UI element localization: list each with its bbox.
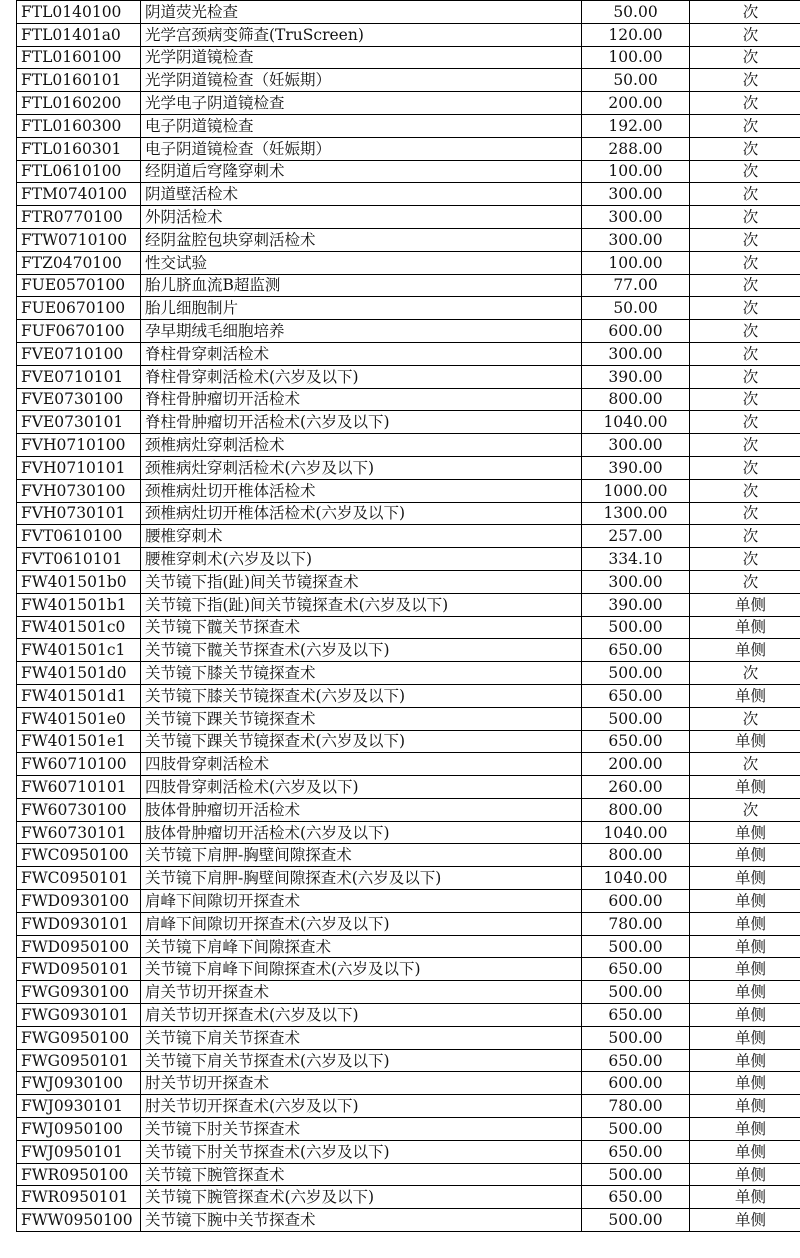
item-unit: 次 xyxy=(690,753,800,776)
table-row xyxy=(17,912,800,935)
item-price: 500.00 xyxy=(582,981,690,1004)
table-row xyxy=(17,935,800,958)
item-price: 1000.00 xyxy=(582,479,690,502)
item-price: 100.00 xyxy=(582,46,690,69)
item-code: FW401501c1 xyxy=(17,639,141,662)
item-price: 257.00 xyxy=(582,525,690,548)
item-code: FWR0950100 xyxy=(17,1163,141,1186)
item-name: 脊柱骨肿瘤切开活检术 xyxy=(141,388,582,411)
table-row xyxy=(17,1072,800,1095)
table-row xyxy=(17,502,800,525)
item-code: FW401501d0 xyxy=(17,662,141,685)
item-price: 300.00 xyxy=(582,206,690,229)
item-unit: 次 xyxy=(690,297,800,320)
item-name: 关节镜下髋关节探查术(六岁及以下) xyxy=(141,639,582,662)
item-unit: 次 xyxy=(690,274,800,297)
item-code: FTL0140100 xyxy=(17,1,141,24)
item-price: 390.00 xyxy=(582,365,690,388)
table-row xyxy=(17,981,800,1004)
table-row xyxy=(17,798,800,821)
item-price: 500.00 xyxy=(582,1209,690,1232)
item-name: 腰椎穿刺术(六岁及以下) xyxy=(141,548,582,571)
item-name: 颈椎病灶穿刺活检术(六岁及以下) xyxy=(141,456,582,479)
item-code: FWJ0930101 xyxy=(17,1095,141,1118)
item-unit: 次 xyxy=(690,320,800,343)
item-unit: 单侧 xyxy=(690,912,800,935)
item-price: 300.00 xyxy=(582,570,690,593)
item-name: 孕早期绒毛细胞培养 xyxy=(141,320,582,343)
table-row xyxy=(17,1209,800,1232)
table-row xyxy=(17,251,800,274)
item-price: 650.00 xyxy=(582,1004,690,1027)
item-price: 260.00 xyxy=(582,776,690,799)
item-unit: 单侧 xyxy=(690,1095,800,1118)
item-name: 关节镜下踝关节镜探查术 xyxy=(141,707,582,730)
item-name: 关节镜下髋关节探查术 xyxy=(141,616,582,639)
table-row xyxy=(17,46,800,69)
table-row xyxy=(17,662,800,685)
item-name: 关节镜下肩胛-胸壁间隙探查术 xyxy=(141,844,582,867)
item-unit: 单侧 xyxy=(690,776,800,799)
item-price: 500.00 xyxy=(582,662,690,685)
item-code: FTL0160301 xyxy=(17,137,141,160)
item-unit: 单侧 xyxy=(690,1186,800,1209)
item-unit: 次 xyxy=(690,69,800,92)
item-code: FTL0160200 xyxy=(17,92,141,115)
item-unit: 次 xyxy=(690,251,800,274)
item-price: 1040.00 xyxy=(582,411,690,434)
item-price: 650.00 xyxy=(582,684,690,707)
table-row xyxy=(17,548,800,571)
item-price: 288.00 xyxy=(582,137,690,160)
item-code: FWR0950101 xyxy=(17,1186,141,1209)
item-unit: 次 xyxy=(690,548,800,571)
item-price: 650.00 xyxy=(582,1140,690,1163)
item-price: 100.00 xyxy=(582,160,690,183)
item-price: 192.00 xyxy=(582,114,690,137)
item-price: 780.00 xyxy=(582,1095,690,1118)
item-name: 电子阴道镜检查 xyxy=(141,114,582,137)
item-code: FWC0950100 xyxy=(17,844,141,867)
item-name: 关节镜下腕管探查术 xyxy=(141,1163,582,1186)
item-price: 50.00 xyxy=(582,1,690,24)
item-name: 关节镜下肩峰下间隙探查术 xyxy=(141,935,582,958)
item-code: FVT0610101 xyxy=(17,548,141,571)
item-unit: 单侧 xyxy=(690,1209,800,1232)
item-name: 关节镜下腕管探查术(六岁及以下) xyxy=(141,1186,582,1209)
item-name: 光学阴道镜检查（妊娠期） xyxy=(141,69,582,92)
table-row xyxy=(17,1049,800,1072)
item-code: FW60710101 xyxy=(17,776,141,799)
item-price: 300.00 xyxy=(582,228,690,251)
item-name: 脊柱骨穿刺活检术 xyxy=(141,342,582,365)
item-price: 500.00 xyxy=(582,707,690,730)
item-price: 300.00 xyxy=(582,342,690,365)
table-row xyxy=(17,228,800,251)
item-code: FWD0950101 xyxy=(17,958,141,981)
item-unit: 单侧 xyxy=(690,684,800,707)
item-name: 关节镜下肩胛-胸壁间隙探查术(六岁及以下) xyxy=(141,867,582,890)
item-code: FTL0160100 xyxy=(17,46,141,69)
table-row xyxy=(17,160,800,183)
item-name: 肢体骨肿瘤切开活检术 xyxy=(141,798,582,821)
item-name: 肘关节切开探查术 xyxy=(141,1072,582,1095)
item-code: FTR0770100 xyxy=(17,206,141,229)
item-price: 1040.00 xyxy=(582,867,690,890)
item-price: 100.00 xyxy=(582,251,690,274)
item-unit: 次 xyxy=(690,114,800,137)
table-row xyxy=(17,1186,800,1209)
item-name: 性交试验 xyxy=(141,251,582,274)
item-unit: 单侧 xyxy=(690,1026,800,1049)
item-name: 肢体骨肿瘤切开活检术(六岁及以下) xyxy=(141,821,582,844)
item-name: 肘关节切开探查术(六岁及以下) xyxy=(141,1095,582,1118)
item-name: 关节镜下肩关节探查术(六岁及以下) xyxy=(141,1049,582,1072)
item-unit: 次 xyxy=(690,411,800,434)
table-row xyxy=(17,867,800,890)
item-price: 600.00 xyxy=(582,890,690,913)
item-price: 650.00 xyxy=(582,639,690,662)
table-row xyxy=(17,1163,800,1186)
item-unit: 次 xyxy=(690,23,800,46)
item-code: FWG0930101 xyxy=(17,1004,141,1027)
item-code: FVE0730101 xyxy=(17,411,141,434)
item-unit: 单侧 xyxy=(690,1140,800,1163)
table-row xyxy=(17,365,800,388)
item-name: 关节镜下指(趾)间关节镜探查术(六岁及以下) xyxy=(141,593,582,616)
item-name: 颈椎病灶穿刺活检术 xyxy=(141,434,582,457)
item-code: FWC0950101 xyxy=(17,867,141,890)
table-row xyxy=(17,1095,800,1118)
table-row xyxy=(17,320,800,343)
item-price: 600.00 xyxy=(582,320,690,343)
item-unit: 次 xyxy=(690,388,800,411)
item-price: 334.10 xyxy=(582,548,690,571)
item-code: FW401501b0 xyxy=(17,570,141,593)
table-row xyxy=(17,1140,800,1163)
item-name: 光学阴道镜检查 xyxy=(141,46,582,69)
item-name: 四肢骨穿刺活检术 xyxy=(141,753,582,776)
table-row xyxy=(17,206,800,229)
table-row xyxy=(17,684,800,707)
item-code: FTW0710100 xyxy=(17,228,141,251)
item-unit: 次 xyxy=(690,183,800,206)
item-price: 600.00 xyxy=(582,1072,690,1095)
item-code: FVE0710100 xyxy=(17,342,141,365)
item-code: FWJ0950101 xyxy=(17,1140,141,1163)
item-price: 500.00 xyxy=(582,935,690,958)
table-row xyxy=(17,183,800,206)
item-name: 关节镜下肘关节探查术 xyxy=(141,1118,582,1141)
table-row xyxy=(17,434,800,457)
item-code: FWG0950100 xyxy=(17,1026,141,1049)
item-price: 500.00 xyxy=(582,1026,690,1049)
item-code: FW60710100 xyxy=(17,753,141,776)
item-unit: 次 xyxy=(690,92,800,115)
item-unit: 次 xyxy=(690,662,800,685)
fee-schedule-table xyxy=(16,0,800,1232)
item-code: FW60730101 xyxy=(17,821,141,844)
table-row xyxy=(17,1026,800,1049)
item-code: FWG0950101 xyxy=(17,1049,141,1072)
item-unit: 单侧 xyxy=(690,958,800,981)
item-price: 77.00 xyxy=(582,274,690,297)
item-code: FVH0730101 xyxy=(17,502,141,525)
item-code: FWD0950100 xyxy=(17,935,141,958)
item-price: 50.00 xyxy=(582,297,690,320)
item-price: 390.00 xyxy=(582,593,690,616)
item-price: 500.00 xyxy=(582,1118,690,1141)
item-name: 四肢骨穿刺活检术(六岁及以下) xyxy=(141,776,582,799)
table-row xyxy=(17,707,800,730)
item-name: 胎儿细胞制片 xyxy=(141,297,582,320)
item-code: FWJ0930100 xyxy=(17,1072,141,1095)
item-price: 650.00 xyxy=(582,730,690,753)
item-name: 关节镜下膝关节镜探查术(六岁及以下) xyxy=(141,684,582,707)
item-unit: 单侧 xyxy=(690,935,800,958)
table-row xyxy=(17,297,800,320)
item-name: 肩关节切开探查术 xyxy=(141,981,582,1004)
item-unit: 单侧 xyxy=(690,1072,800,1095)
item-unit: 次 xyxy=(690,434,800,457)
table-row xyxy=(17,388,800,411)
table-row xyxy=(17,616,800,639)
item-price: 200.00 xyxy=(582,92,690,115)
table-row xyxy=(17,1004,800,1027)
item-price: 300.00 xyxy=(582,434,690,457)
item-unit: 单侧 xyxy=(690,1049,800,1072)
table-row xyxy=(17,92,800,115)
table-row xyxy=(17,411,800,434)
item-code: FW401501b1 xyxy=(17,593,141,616)
item-code: FUF0670100 xyxy=(17,320,141,343)
item-code: FTL0610100 xyxy=(17,160,141,183)
item-unit: 单侧 xyxy=(690,890,800,913)
item-price: 800.00 xyxy=(582,798,690,821)
item-price: 780.00 xyxy=(582,912,690,935)
item-unit: 次 xyxy=(690,525,800,548)
table-row xyxy=(17,342,800,365)
item-code: FTZ0470100 xyxy=(17,251,141,274)
item-code: FTL0160300 xyxy=(17,114,141,137)
item-price: 1300.00 xyxy=(582,502,690,525)
item-code: FWD0930100 xyxy=(17,890,141,913)
item-unit: 次 xyxy=(690,46,800,69)
item-name: 关节镜下肩峰下间隙探查术(六岁及以下) xyxy=(141,958,582,981)
item-name: 关节镜下肘关节探查术(六岁及以下) xyxy=(141,1140,582,1163)
item-name: 肩峰下间隙切开探查术 xyxy=(141,890,582,913)
item-unit: 次 xyxy=(690,707,800,730)
item-code: FW60730100 xyxy=(17,798,141,821)
item-name: 关节镜下指(趾)间关节镜探查术 xyxy=(141,570,582,593)
item-code: FTL0160101 xyxy=(17,69,141,92)
item-price: 800.00 xyxy=(582,844,690,867)
item-code: FWW0950100 xyxy=(17,1209,141,1232)
item-unit: 次 xyxy=(690,365,800,388)
item-name: 腰椎穿刺术 xyxy=(141,525,582,548)
item-name: 胎儿脐血流B超监测 xyxy=(141,274,582,297)
item-price: 200.00 xyxy=(582,753,690,776)
item-unit: 单侧 xyxy=(690,1118,800,1141)
item-unit: 次 xyxy=(690,798,800,821)
item-unit: 单侧 xyxy=(690,844,800,867)
table-row xyxy=(17,137,800,160)
item-code: FWG0930100 xyxy=(17,981,141,1004)
item-name: 脊柱骨肿瘤切开活检术(六岁及以下) xyxy=(141,411,582,434)
item-name: 关节镜下膝关节镜探查术 xyxy=(141,662,582,685)
item-unit: 次 xyxy=(690,206,800,229)
table-row xyxy=(17,479,800,502)
item-name: 关节镜下肩关节探查术 xyxy=(141,1026,582,1049)
item-unit: 次 xyxy=(690,1,800,24)
item-unit: 次 xyxy=(690,479,800,502)
item-code: FWD0930101 xyxy=(17,912,141,935)
table-row xyxy=(17,23,800,46)
table-row xyxy=(17,114,800,137)
table-row xyxy=(17,890,800,913)
item-price: 500.00 xyxy=(582,616,690,639)
item-unit: 次 xyxy=(690,137,800,160)
item-unit: 单侧 xyxy=(690,1163,800,1186)
table-row xyxy=(17,958,800,981)
item-unit: 次 xyxy=(690,342,800,365)
item-unit: 次 xyxy=(690,228,800,251)
item-code: FWJ0950100 xyxy=(17,1118,141,1141)
item-code: FVH0710100 xyxy=(17,434,141,457)
item-price: 120.00 xyxy=(582,23,690,46)
item-price: 300.00 xyxy=(582,183,690,206)
item-code: FVH0710101 xyxy=(17,456,141,479)
item-price: 650.00 xyxy=(582,958,690,981)
item-price: 650.00 xyxy=(582,1186,690,1209)
item-price: 650.00 xyxy=(582,1049,690,1072)
item-name: 经阴盆腔包块穿刺活检术 xyxy=(141,228,582,251)
table-row xyxy=(17,456,800,479)
item-code: FVT0610100 xyxy=(17,525,141,548)
item-unit: 单侧 xyxy=(690,1004,800,1027)
item-price: 1040.00 xyxy=(582,821,690,844)
item-code: FW401501d1 xyxy=(17,684,141,707)
item-price: 390.00 xyxy=(582,456,690,479)
table-row xyxy=(17,776,800,799)
item-name: 经阴道后穹隆穿刺术 xyxy=(141,160,582,183)
item-unit: 次 xyxy=(690,160,800,183)
item-name: 光学电子阴道镜检查 xyxy=(141,92,582,115)
item-name: 颈椎病灶切开椎体活检术 xyxy=(141,479,582,502)
item-code: FVE0710101 xyxy=(17,365,141,388)
item-price: 800.00 xyxy=(582,388,690,411)
table-row xyxy=(17,730,800,753)
item-unit: 单侧 xyxy=(690,981,800,1004)
item-name: 电子阴道镜检查（妊娠期） xyxy=(141,137,582,160)
item-unit: 单侧 xyxy=(690,593,800,616)
table-row xyxy=(17,1,800,24)
table-row xyxy=(17,639,800,662)
item-code: FTL01401a0 xyxy=(17,23,141,46)
item-unit: 单侧 xyxy=(690,616,800,639)
table-row xyxy=(17,593,800,616)
item-name: 光学宫颈病变筛查(TruScreen) xyxy=(141,23,582,46)
table-row xyxy=(17,844,800,867)
item-code: FVE0730100 xyxy=(17,388,141,411)
table-row xyxy=(17,274,800,297)
item-name: 颈椎病灶切开椎体活检术(六岁及以下) xyxy=(141,502,582,525)
item-code: FTM0740100 xyxy=(17,183,141,206)
item-unit: 单侧 xyxy=(690,730,800,753)
table-row xyxy=(17,570,800,593)
item-name: 肩关节切开探查术(六岁及以下) xyxy=(141,1004,582,1027)
item-name: 脊柱骨穿刺活检术(六岁及以下) xyxy=(141,365,582,388)
item-unit: 次 xyxy=(690,502,800,525)
item-code: FUE0670100 xyxy=(17,297,141,320)
item-code: FW401501e0 xyxy=(17,707,141,730)
item-name: 关节镜下踝关节镜探查术(六岁及以下) xyxy=(141,730,582,753)
table-row xyxy=(17,525,800,548)
item-code: FW401501e1 xyxy=(17,730,141,753)
item-unit: 单侧 xyxy=(690,639,800,662)
item-name: 阴道荧光检查 xyxy=(141,1,582,24)
item-name: 关节镜下腕中关节探查术 xyxy=(141,1209,582,1232)
item-unit: 次 xyxy=(690,456,800,479)
item-price: 50.00 xyxy=(582,69,690,92)
table-row xyxy=(17,821,800,844)
item-unit: 单侧 xyxy=(690,821,800,844)
item-code: FUE0570100 xyxy=(17,274,141,297)
item-name: 外阴活检术 xyxy=(141,206,582,229)
table-row xyxy=(17,69,800,92)
table-row xyxy=(17,753,800,776)
item-price: 500.00 xyxy=(582,1163,690,1186)
table-row xyxy=(17,1118,800,1141)
item-unit: 次 xyxy=(690,570,800,593)
item-code: FVH0730100 xyxy=(17,479,141,502)
item-name: 肩峰下间隙切开探查术(六岁及以下) xyxy=(141,912,582,935)
item-code: FW401501c0 xyxy=(17,616,141,639)
item-unit: 单侧 xyxy=(690,867,800,890)
fee-table-body xyxy=(17,1,800,1232)
item-name: 阴道壁活检术 xyxy=(141,183,582,206)
